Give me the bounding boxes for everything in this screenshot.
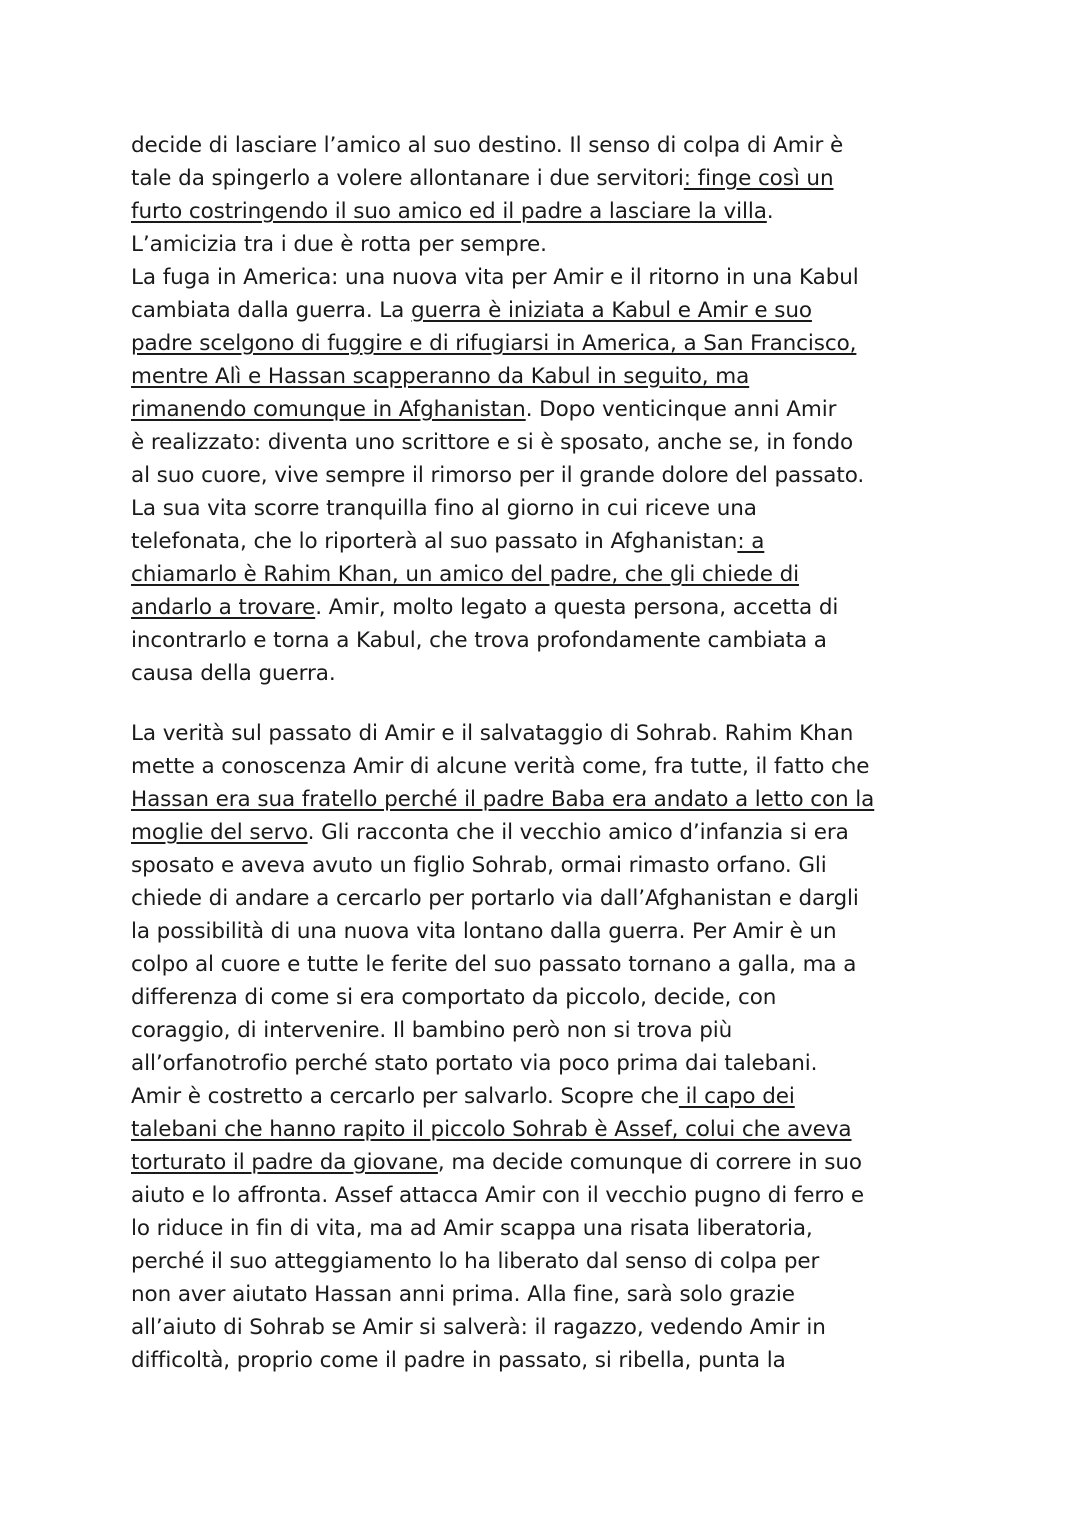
- underlined-text: moglie del servo: [131, 820, 308, 845]
- text-line: [131, 261, 961, 294]
- text-line: [131, 393, 961, 426]
- text-line: [131, 1344, 961, 1377]
- underlined-text: guerra è iniziata a Kabul e Amir e suo: [411, 298, 812, 323]
- text-line: [131, 948, 961, 981]
- text-line: [131, 1311, 961, 1344]
- text-run: colpo al cuore e tutte le ferite del suo passato tornano a galla, ma a: [131, 952, 857, 977]
- text-run: aiuto e lo affronta. Assef attacca Amir con il vecchio pugno di ferro e: [131, 1183, 864, 1208]
- text-line: [131, 657, 961, 690]
- text-run: L’amicizia tra i due è rotta per sempre.: [131, 232, 547, 257]
- text-run: è realizzato: diventa uno scrittore e si è sposato, anche se, in fondo: [131, 430, 854, 455]
- text-line: [131, 360, 961, 393]
- text-run: La verità sul passato di Amir e il salvataggio di Sohrab. Rahim Khan: [131, 721, 854, 746]
- text-line: [131, 492, 961, 525]
- text-line: [131, 750, 961, 783]
- text-line: [131, 624, 961, 657]
- text-line: [131, 228, 961, 261]
- text-line: [131, 525, 961, 558]
- text-line: [131, 459, 961, 492]
- text-run: telefonata, che lo riporterà al suo passato in Afghanistan: [131, 529, 738, 554]
- text-line: [131, 783, 961, 816]
- underlined-text: torturato il padre da giovane: [131, 1150, 438, 1175]
- text-run: all’aiuto di Sohrab se Amir si salverà: il ragazzo, vedendo Amir in: [131, 1315, 826, 1340]
- underlined-text: il capo dei: [678, 1084, 795, 1109]
- text-line: [131, 1113, 961, 1146]
- text-line: [131, 1080, 961, 1113]
- underlined-text: mentre Alì e Hassan scapperanno da Kabul in seguito, ma: [131, 364, 750, 389]
- underlined-text: : finge così un: [683, 166, 834, 191]
- text-run: incontrarlo e torna a Kabul, che trova profondamente cambiata a: [131, 628, 827, 653]
- text-run: chiede di andare a cercarlo per portarlo via dall’Afghanistan e dargli: [131, 886, 859, 911]
- paragraph-1: [131, 129, 961, 690]
- text-run: perché il suo atteggiamento lo ha liberato dal senso di colpa per: [131, 1249, 820, 1274]
- text-run: coraggio, di intervenire. Il bambino però non si trova più: [131, 1018, 733, 1043]
- text-line: [131, 1047, 961, 1080]
- text-line: [131, 1014, 961, 1047]
- text-run: cambiata dalla guerra. La: [131, 298, 411, 323]
- paragraph-2: [131, 717, 961, 1377]
- underlined-text: Hassan era sua fratello perché il padre Baba era andato a letto con la: [131, 787, 875, 812]
- text-line: [131, 882, 961, 915]
- text-line: [131, 1212, 961, 1245]
- text-run: non aver aiutato Hassan anni prima. Alla fine, sarà solo grazie: [131, 1282, 795, 1307]
- text-line: [131, 129, 961, 162]
- text-run: mette a conoscenza Amir di alcune verità come, fra tutte, il fatto che: [131, 754, 870, 779]
- underlined-text: padre scelgono di fuggire e di rifugiarsi in America, a San Francisco,: [131, 331, 857, 356]
- text-line: [131, 981, 961, 1014]
- text-line: [131, 915, 961, 948]
- text-line: [131, 1278, 961, 1311]
- text-run: La fuga in America: una nuova vita per Amir e il ritorno in una Kabul: [131, 265, 859, 290]
- text-line: [131, 195, 961, 228]
- text-run: la possibilità di una nuova vita lontano dalla guerra. Per Amir è un: [131, 919, 837, 944]
- text-line: [131, 426, 961, 459]
- text-line: [131, 162, 961, 195]
- text-run: . Gli racconta che il vecchio amico d’infanzia si era: [307, 820, 849, 845]
- text-run: decide di lasciare l’amico al suo destino. Il senso di colpa di Amir è: [131, 133, 844, 158]
- text-run: . Amir, molto legato a questa persona, accetta di: [315, 595, 839, 620]
- text-run: lo riduce in fin di vita, ma ad Amir scappa una risata liberatoria,: [131, 1216, 813, 1241]
- underlined-text: : a: [737, 529, 765, 554]
- text-line: [131, 816, 961, 849]
- underlined-text: furto costringendo il suo amico ed il padre a lasciare la villa: [131, 199, 767, 224]
- text-run: . Dopo venticinque anni Amir: [525, 397, 837, 422]
- text-run: Amir è costretto a cercarlo per salvarlo. Scopre che: [131, 1084, 679, 1109]
- underlined-text: chiamarlo è Rahim Khan, un amico del padre, che gli chiede di: [131, 562, 800, 587]
- text-run: difficoltà, proprio come il padre in passato, si ribella, punta la: [131, 1348, 786, 1373]
- underlined-text: talebani che hanno rapito il piccolo Sohrab è Assef, colui che aveva: [131, 1117, 852, 1142]
- text-run: sposato e aveva avuto un figlio Sohrab, ormai rimasto orfano. Gli: [131, 853, 827, 878]
- text-run: La sua vita scorre tranquilla fino al giorno in cui riceve una: [131, 496, 757, 521]
- underlined-text: andarlo a trovare: [131, 595, 316, 620]
- text-run: tale da spingerlo a volere allontanare i due servitori: [131, 166, 684, 191]
- text-line: [131, 558, 961, 591]
- text-line: [131, 1146, 961, 1179]
- text-line: [131, 327, 961, 360]
- text-run: , ma decide comunque di correre in suo: [437, 1150, 862, 1175]
- text-line: [131, 1179, 961, 1212]
- text-line: [131, 717, 961, 750]
- text-line: [131, 591, 961, 624]
- text-run: differenza di come si era comportato da piccolo, decide, con: [131, 985, 777, 1010]
- text-line: [131, 294, 961, 327]
- text-run: al suo cuore, vive sempre il rimorso per il grande dolore del passato.: [131, 463, 865, 488]
- underlined-text: rimanendo comunque in Afghanistan: [131, 397, 526, 422]
- text-run: all’orfanotrofio perché stato portato via poco prima dai talebani.: [131, 1051, 818, 1076]
- text-run: causa della guerra.: [131, 661, 336, 686]
- text-line: [131, 849, 961, 882]
- text-run: .: [766, 199, 774, 224]
- text-line: [131, 1245, 961, 1278]
